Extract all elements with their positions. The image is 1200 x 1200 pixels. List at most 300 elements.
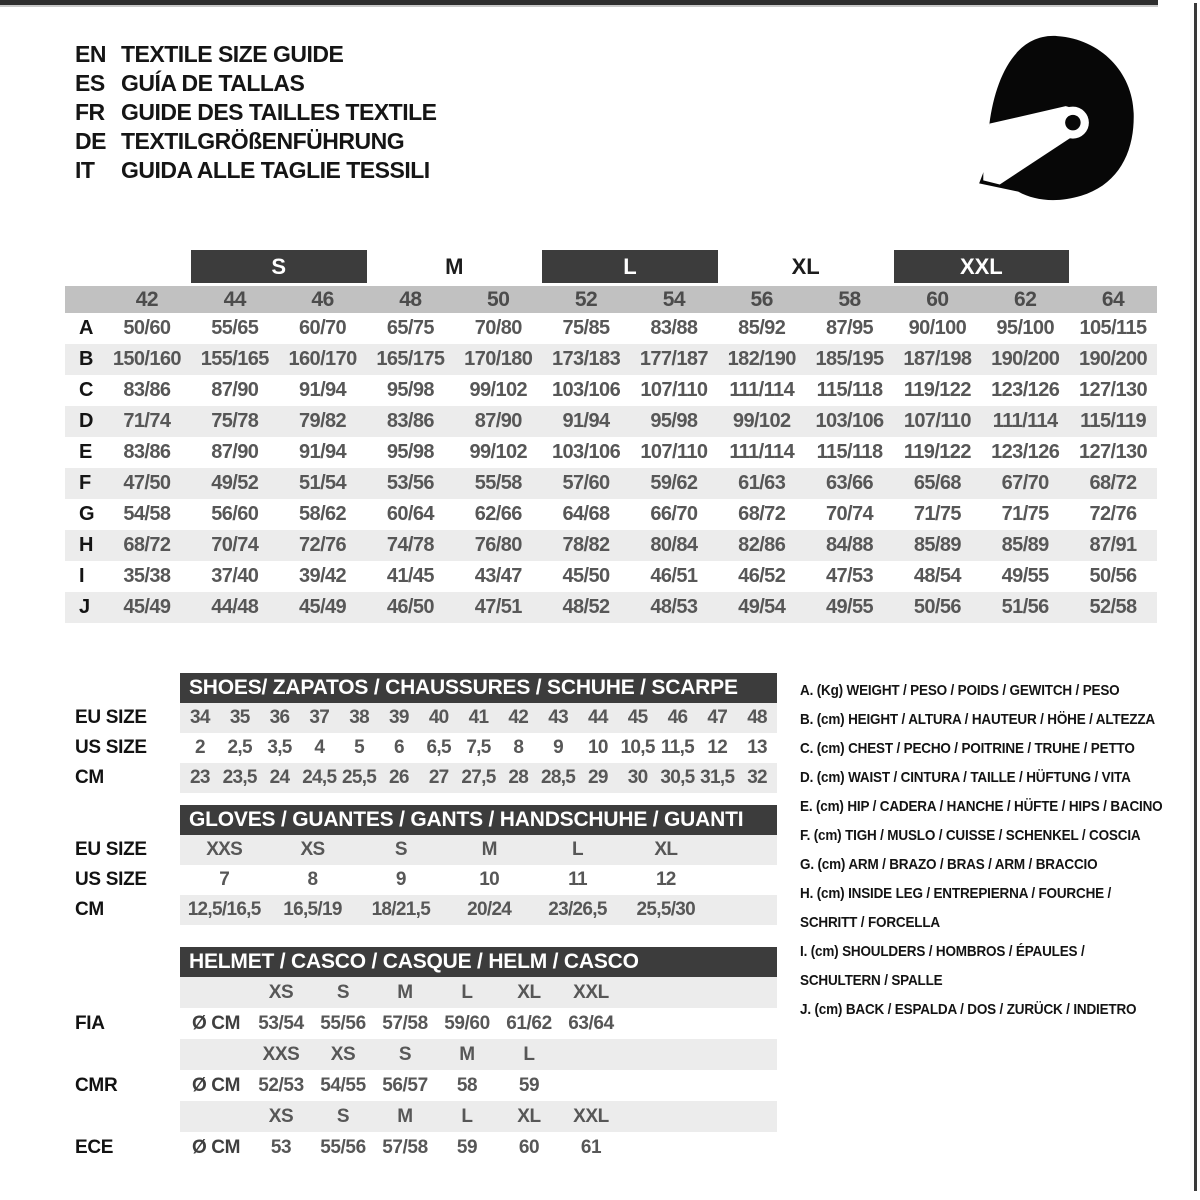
measurement-value: 72/76 [1089,503,1137,525]
helmet-size-label: XS [330,1043,356,1065]
language-code: FR [75,99,105,125]
gloves-size-values [180,895,777,925]
measurement-value: 111/114 [729,379,795,401]
shoes-size-row [65,703,777,733]
measurement-value: 91/94 [562,410,610,432]
helmet-size-label-row [65,1039,777,1070]
language-title: TEXTILE SIZE GUIDE [121,41,344,67]
helmet-size-label: S [336,1105,350,1127]
language-title: GUÍA DE TALLAS [121,70,305,96]
size-system-label: US SIZE [75,869,147,890]
size-group-label [191,250,367,283]
legend-line: A. (Kg) WEIGHT / PESO / POIDS / GEWITCH / PESO [800,682,1120,699]
helmet-size-value: 60 [518,1136,540,1158]
shoes-size-value: 35 [229,707,250,728]
measurement-value: 70/74 [826,503,874,525]
measurement-value: 115/118 [816,379,883,401]
shoes-size-value: 27 [428,767,449,788]
language-title: TEXTILGRÖßENFÜHRUNG [121,128,405,154]
shoes-size-value: 11,5 [660,737,695,758]
helmet-size-label: M [397,1105,413,1127]
measurement-value: 150/160 [112,348,181,370]
measurement-value: 50/60 [123,317,171,339]
measurement-row-label: E [79,441,93,463]
measurement-value: 71/74 [123,410,171,432]
gloves-size-value: 11 [568,869,587,890]
gloves-size-value: XXS [206,839,243,860]
shoes-size-value: 7,5 [466,737,491,758]
measurement-value: 91/94 [299,379,347,401]
shoes-size-value: 32 [747,767,767,788]
size-group-label [718,250,894,283]
measurement-value: 46/50 [386,596,434,618]
helmet-size-label: XL [517,1105,541,1127]
shoes-size-values [180,733,777,763]
numeric-size: 46 [311,287,334,311]
size-group-label [367,250,543,283]
measurement-value: 71/75 [913,503,961,525]
measurement-value: 39/42 [299,565,347,587]
measurement-value: 51/54 [299,472,347,494]
legend-line: D. (cm) WAIST / CINTURA / TAILLE / HÜFTUNG / VITA [800,769,1131,786]
helmet-size-labels [180,1101,777,1132]
helmet-diameter-label: Ø CM [192,1136,241,1158]
legend-line: SCHULTERN / SPALLE [800,972,943,989]
measurement-value: 65/75 [386,317,434,339]
measurement-row-label: A [79,317,94,339]
helmet-size-label-row [65,1101,777,1132]
helmet-standard-spacer [65,1039,180,1070]
helmet-size-label: L [461,1105,473,1127]
measurement-row-label: D [79,410,94,432]
shoes-size-value: 34 [190,707,210,728]
measurement-value: 68/72 [123,534,171,556]
measurement-value: 123/126 [991,379,1060,401]
shoes-size-value: 28 [508,767,529,788]
measurement-value: 50/56 [1089,565,1137,587]
measurement-value: 74/78 [386,534,434,556]
helmet-size-value: 55/56 [320,1012,366,1034]
helmet-size-label: XS [268,1105,294,1127]
helmet-size-value: 53/54 [258,1012,304,1034]
shoes-size-value: 45 [627,707,648,728]
shoes-size-value: 42 [508,707,529,728]
helmet-standard-spacer [65,977,180,1008]
shoes-table-title: SHOES/ ZAPATOS / CHAUSSURES / SCHUHE / SCARPE [180,673,777,703]
helmet-size-value: 59 [518,1074,540,1096]
measurement-value: 85/89 [913,534,961,556]
size-system-label: CM [75,899,104,920]
legend-line: SCHRITT / FORCELLA [800,914,941,931]
measurement-value: 48/54 [913,565,961,587]
measurement-value: 84/88 [826,534,874,556]
size-group-text: L [623,253,637,279]
shoes-size-values [180,703,777,733]
measurement-value: 160/170 [288,348,357,370]
shoes-size-value: 44 [588,707,608,728]
helmet-standard-spacer [65,1101,180,1132]
helmet-size-label: S [336,981,350,1003]
measurement-value: 123/126 [991,441,1060,463]
size-system-label: CM [75,767,104,788]
gloves-size-value: 9 [395,869,406,890]
helmet-size-value: 52/53 [258,1074,304,1096]
measurement-value: 155/165 [200,348,269,370]
gloves-size-value: XL [654,839,678,860]
gloves-size-value: L [572,839,583,860]
helmet-size-value: 55/56 [320,1136,366,1158]
measurement-value: 111/114 [729,441,795,463]
legend-line: E. (cm) HIP / CADERA / HANCHE / HÜFTE / HIPS / BACINO [800,798,1163,815]
helmet-size-label: M [397,981,413,1003]
legend-line: C. (cm) CHEST / PECHO / POITRINE / TRUHE / PETTO [800,740,1135,757]
language-code: IT [75,157,95,183]
gloves-size-value: M [481,839,497,860]
measurement-value: 49/55 [826,596,874,618]
shoes-size-value: 3,5 [267,737,292,758]
helmet-size-label: S [398,1043,412,1065]
gloves-size-value: 8 [307,869,318,890]
measurement-value: 63/66 [826,472,874,494]
measurement-value: 66/70 [650,503,698,525]
measurement-value: 56/60 [211,503,259,525]
language-code: EN [75,41,106,67]
shoes-size-table [65,673,777,793]
measurement-value: 87/95 [826,317,874,339]
measurement-value: 83/86 [123,441,171,463]
legend-line: F. (cm) TIGH / MUSLO / CUISSE / SCHENKEL / COSCIA [800,827,1141,844]
gloves-size-value: 12 [655,869,676,890]
numeric-size: 42 [135,287,159,311]
shoes-size-value: 28,5 [540,767,576,788]
measurement-value: 170/180 [464,348,533,370]
measurement-value: 45/50 [562,565,610,587]
measurement-value: 72/76 [299,534,347,556]
numeric-size: 50 [487,287,510,311]
measurement-value: 49/54 [738,596,786,618]
measurement-value: 83/86 [386,410,434,432]
numeric-size: 56 [750,287,773,311]
measurement-value: 83/86 [123,379,171,401]
shoes-size-value: 2,5 [227,737,252,758]
helmet-standard-section [65,977,777,1039]
gloves-size-value: 25,5/30 [636,899,696,920]
shoes-size-value: 31,5 [700,767,735,788]
language-title-row [75,156,437,185]
helmet-size-value: 56/57 [382,1074,428,1096]
measurement-value: 85/92 [738,317,786,339]
measurement-value: 87/90 [211,441,259,463]
gloves-size-value: 7 [219,869,230,890]
measurement-value: 43/47 [474,565,522,587]
measurement-value: 47/50 [123,472,171,494]
helmet-size-value: 59/60 [444,1012,490,1034]
shoes-size-row [65,733,777,763]
measurement-value: 79/82 [299,410,347,432]
language-title-row [75,69,437,98]
racing-helmet-icon [977,33,1142,203]
measurement-value: 87/90 [211,379,259,401]
measurement-value: 95/98 [386,379,434,401]
measurement-row [65,344,1157,375]
measurement-value: 190/200 [1078,348,1148,370]
measurement-value: 46/51 [650,565,698,587]
shoes-size-value: 4 [314,737,325,758]
measurement-value: 103/106 [552,441,621,463]
helmet-size-value: 54/55 [320,1074,366,1096]
measurement-row [65,406,1157,437]
measurement-value: 185/195 [815,348,884,370]
measurement-value: 61/63 [738,472,786,494]
size-group-spacer [1069,250,1157,283]
measurement-value: 75/78 [211,410,259,432]
numeric-size: 54 [662,287,686,311]
measurement-value: 87/90 [474,410,522,432]
language-title-list [75,40,437,185]
helmet-size-value: 61/62 [506,1012,552,1034]
helmet-value-row [65,1070,777,1101]
helmet-value-row [65,1008,777,1039]
numeric-size-row [65,286,1157,313]
shoes-size-value: 24,5 [302,767,337,788]
gloves-size-table [65,805,777,925]
helmet-size-label: XXS [262,1043,300,1065]
numeric-size: 60 [926,287,949,311]
measurement-value: 55/58 [474,472,522,494]
numeric-size: 64 [1101,287,1125,311]
measurement-row [65,313,1157,344]
measurement-value: 44/48 [211,596,259,618]
measurement-value: 68/72 [738,503,786,525]
size-group-label [542,250,718,283]
legend-line: H. (cm) INSIDE LEG / ENTREPIERNA / FOURCHE / [800,885,1112,902]
numeric-size: 48 [399,287,422,311]
measurement-value: 75/85 [562,317,610,339]
measurement-value: 60/64 [386,503,434,525]
helmet-diameter-label: Ø CM [192,1012,241,1034]
shoes-size-value: 26 [389,767,409,788]
shoes-size-value: 10 [588,737,608,758]
helmet-size-value: 53 [270,1136,292,1158]
measurement-row [65,468,1157,499]
helmet-size-table [65,947,777,1163]
measurement-value: 87/91 [1089,534,1137,556]
measurement-value: 95/98 [650,410,698,432]
helmet-size-value: 58 [456,1074,478,1096]
measurement-value: 187/198 [903,348,972,370]
measurement-value: 67/70 [1001,472,1049,494]
shoes-size-value: 36 [269,707,290,728]
shoes-size-value: 30,5 [660,767,695,788]
size-group-text: M [445,253,464,279]
shoes-size-value: 48 [747,707,767,728]
measurement-value: 35/38 [123,565,171,587]
shoes-size-value: 39 [389,707,409,728]
shoes-size-value: 43 [548,707,568,728]
measurement-value: 103/106 [815,410,884,432]
measurement-value: 107/110 [903,410,971,432]
measurement-value: 119/122 [903,441,971,463]
measurement-value: 111/114 [992,410,1058,432]
size-group-text: XL [791,253,820,279]
measurement-value: 49/55 [1001,565,1049,587]
measurement-value: 103/106 [552,379,621,401]
helmet-standard-label: CMR [75,1074,118,1096]
shoes-size-row [65,763,777,793]
measurement-row [65,499,1157,530]
measurement-value: 45/49 [299,596,347,618]
measurement-row-label: H [79,534,94,556]
measurement-value: 70/74 [211,534,259,556]
gloves-size-value: 12,5/16,5 [187,899,261,920]
measurement-legend [800,676,1195,1024]
measurement-value: 51/56 [1001,596,1049,618]
measurement-row-label: C [79,379,94,401]
measurement-value: 99/102 [469,379,528,401]
measurement-value: 177/187 [639,348,708,370]
language-code: DE [75,128,106,154]
measurement-value: 41/45 [386,565,434,587]
gloves-size-value: 16,5/19 [283,899,342,920]
helmet-size-label: M [459,1043,475,1065]
language-title: GUIDA ALLE TAGLIE TESSILI [121,157,430,183]
measurement-row-label: J [79,596,91,618]
size-group-label [894,250,1070,283]
shoes-size-value: 5 [354,737,365,758]
measurement-value: 95/98 [386,441,434,463]
shoes-size-value: 8 [513,737,524,758]
language-title-row [75,98,437,127]
numeric-size: 58 [838,287,861,311]
gloves-size-value: 18/21,5 [371,899,431,920]
measurement-value: 119/122 [903,379,971,401]
measurement-value: 80/84 [650,534,698,556]
helmet-size-label: XS [268,981,294,1003]
gloves-size-value: XS [300,839,325,860]
measurement-value: 107/110 [640,441,708,463]
measurement-value: 165/175 [376,348,445,370]
measurement-value: 182/190 [727,348,796,370]
shoes-size-value: 13 [747,737,767,758]
size-group-text: S [271,253,286,279]
shoes-size-value: 23,5 [222,767,257,788]
shoes-size-value: 30 [627,767,648,788]
gloves-size-value: 23/26,5 [548,899,607,920]
gloves-size-row [65,895,777,925]
measurement-value: 115/119 [1080,410,1146,432]
helmet-size-value: 57/58 [382,1012,428,1034]
measurement-value: 76/80 [474,534,522,556]
measurement-value: 55/65 [211,317,259,339]
measurement-value: 70/80 [474,317,522,339]
numeric-size: 52 [574,287,598,311]
shoes-size-value: 23 [190,767,210,788]
measurement-value: 57/60 [562,472,610,494]
gloves-size-values [180,865,777,895]
language-title: GUIDE DES TAILLES TEXTILE [121,99,437,125]
measurement-row [65,530,1157,561]
helmet-size-value: 57/58 [382,1136,428,1158]
helmet-standard-section [65,1101,777,1163]
language-title-row [75,40,437,69]
measurement-value: 105/115 [1079,317,1147,339]
size-group-spacer [65,250,103,283]
measurement-value: 60/70 [299,317,347,339]
helmet-table-title: HELMET / CASCO / CASQUE / HELM / CASCO [180,947,777,977]
measurement-row [65,437,1157,468]
measurement-value: 50/56 [913,596,961,618]
measurement-value: 71/75 [1001,503,1049,525]
helmet-size-value: 61 [580,1136,602,1158]
clothing-size-table [65,250,1157,623]
shoes-size-value: 27,5 [461,767,496,788]
shoes-size-value: 12 [707,737,728,758]
measurement-value: 173/183 [552,348,621,370]
shoes-size-value: 10,5 [620,737,655,758]
size-group-text: XXL [959,253,1003,279]
gloves-size-value: 20/24 [467,899,512,920]
measurement-value: 37/40 [211,565,259,587]
measurement-value: 115/118 [816,441,883,463]
shoes-size-value: 47 [707,707,728,728]
measurement-value: 64/68 [562,503,610,525]
measurement-row-label: G [79,503,95,525]
measurement-value: 82/86 [738,534,786,556]
scan-border-top-shadow [0,5,1158,7]
measurement-row-label: F [79,472,92,494]
helmet-standard-label: ECE [75,1136,114,1158]
helmet-size-label-row [65,977,777,1008]
helmet-size-value: 63/64 [568,1012,614,1034]
numeric-size: 62 [1014,287,1037,311]
measurement-value: 68/72 [1089,472,1137,494]
measurement-value: 107/110 [640,379,708,401]
helmet-size-values [180,1132,777,1163]
gloves-size-value: S [394,839,407,860]
measurement-value: 78/82 [562,534,610,556]
legend-line: G. (cm) ARM / BRAZO / BRAS / ARM / BRACCIO [800,856,1098,873]
shoes-size-value: 6 [393,737,404,758]
legend-line: B. (cm) HEIGHT / ALTURA / HAUTEUR / HÖHE / ALTEZZA [800,711,1155,728]
shoes-size-value: 25,5 [341,767,377,788]
helmet-diameter-label: Ø CM [192,1074,241,1096]
size-group-spacer [103,250,191,283]
measurement-value: 45/49 [123,596,171,618]
measurement-value: 90/100 [908,317,967,339]
measurement-row-label: B [79,348,94,370]
measurement-value: 91/94 [299,441,347,463]
measurement-value: 99/102 [732,410,791,432]
helmet-standard-label: FIA [75,1012,105,1034]
measurement-row [65,375,1157,406]
helmet-size-values [180,1070,777,1101]
measurement-value: 58/62 [299,503,347,525]
shoes-size-value: 9 [553,737,563,758]
measurement-value: 59/62 [650,472,698,494]
measurement-value: 190/200 [991,348,1060,370]
measurement-value: 83/88 [650,317,698,339]
measurement-value: 46/52 [738,565,786,587]
helmet-size-values [180,1008,777,1039]
measurement-value: 65/68 [913,472,961,494]
size-system-label: EU SIZE [75,839,147,860]
measurement-value: 127/130 [1078,441,1148,463]
shoes-size-value: 6,5 [426,737,451,758]
size-group-row [65,250,1157,283]
language-title-row [75,127,437,156]
shoes-size-value: 29 [588,767,608,788]
gloves-size-row [65,865,777,895]
